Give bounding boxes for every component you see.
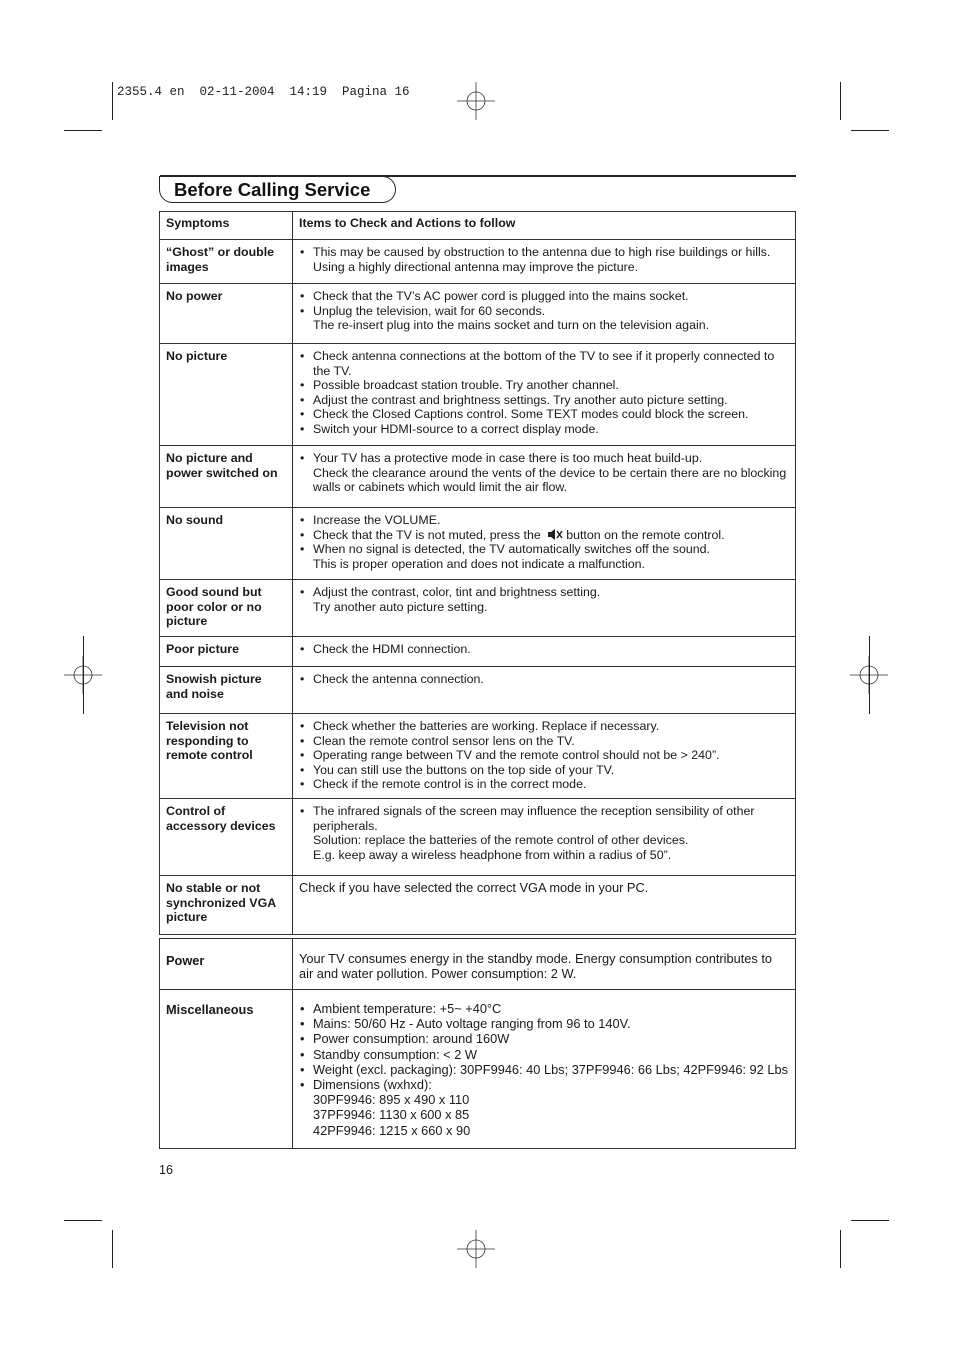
actions-cell: [293, 344, 796, 446]
power-label: Power: [160, 939, 293, 990]
action-item: [313, 763, 789, 778]
action-item: [313, 513, 789, 528]
action-text: The infrared signals of the screen may influence the reception sensibility of other peripherals.: [313, 803, 755, 833]
table-row: [160, 240, 796, 284]
action-list: [299, 585, 789, 614]
actions-cell: [293, 580, 796, 637]
action-text: Check the HDMI connection.: [313, 642, 471, 656]
symptom-cell: Television not responding to remote control: [160, 714, 293, 799]
page-number: 16: [159, 1163, 173, 1177]
table-header-row: [160, 212, 796, 240]
mute-icon: [547, 528, 563, 541]
spec-item: • Standby consumption: < 2 W: [313, 1047, 789, 1062]
crop-mark: [840, 82, 841, 120]
actions-cell: [293, 508, 796, 580]
action-text: When no signal is detected, the TV automatically switches off the sound.: [313, 542, 710, 557]
dimension-item: 37PF9946: 1130 x 600 x 85: [313, 1107, 470, 1123]
spec-item: • Weight (excl. packaging): 30PF9946: 40 Lbs; 37PF9946: 66 Lbs; 42PF9946: 92 Lbs: [313, 1062, 789, 1077]
table-row: [160, 714, 796, 799]
action-list: [299, 642, 789, 657]
crop-mark: [869, 636, 870, 714]
actions-cell: [293, 667, 796, 714]
actions-cell: [293, 284, 796, 344]
action-text: Clean the remote control sensor lens on the TV.: [313, 733, 575, 748]
dimensions-list: [313, 1092, 789, 1138]
symptom-cell: “Ghost” or double images: [160, 240, 293, 284]
registration-mark-icon: [457, 82, 495, 120]
action-item: [313, 245, 789, 274]
action-text: Check that the TV is not muted, press the: [313, 527, 541, 542]
table-row: [160, 580, 796, 637]
print-slug: 2355.4 en 02-11-2004 14:19 Pagina 16: [117, 85, 410, 99]
crop-mark: [83, 636, 84, 714]
crop-mark: [112, 82, 113, 120]
dimension-item: 30PF9946: 895 x 490 x 110: [313, 1092, 470, 1108]
actions-cell: [293, 446, 796, 508]
misc-row: [160, 990, 796, 1149]
power-text: Your TV consumes energy in the standby mode. Energy consumption contributes to air and water pollution. Power consumption: 2 W.: [293, 939, 796, 990]
actions-cell: [293, 798, 796, 875]
action-item: [313, 672, 789, 687]
symptom-cell: No sound: [160, 508, 293, 580]
symptom-cell: No picture and power switched on: [160, 446, 293, 508]
action-list: [299, 245, 789, 274]
registration-mark-icon: [457, 1230, 495, 1268]
action-item: [313, 451, 789, 495]
action-item: [313, 734, 789, 749]
action-continuation: Using a highly directional antenna may improve the picture.: [313, 259, 639, 274]
action-item: [313, 804, 789, 862]
symptom-cell: No stable or not synchronized VGA picture: [160, 875, 293, 934]
action-list: [299, 451, 789, 495]
actions-header: Items to Check and Actions to follow: [293, 212, 796, 240]
actions-cell: [293, 714, 796, 799]
actions-cell: [293, 637, 796, 667]
action-text: Check whether the batteries are working. Replace if necessary.: [313, 719, 660, 733]
action-continuation: This is proper operation and does not indicate a malfunction.: [313, 556, 645, 571]
action-item: [313, 585, 789, 614]
action-text: Check if the remote control is in the correct mode.: [313, 777, 587, 792]
action-text: Possible broadcast station trouble. Try another channel.: [313, 378, 619, 393]
actions-cell: Check if you have selected the correct VGA mode in your PC.: [293, 875, 796, 934]
action-item: [313, 719, 789, 734]
action-text: Check the Closed Captions control. Some TEXT modes could block the screen.: [313, 407, 749, 422]
action-text: Operating range between TV and the remote control should not be > 240”.: [313, 748, 720, 763]
action-text: Your TV has a protective mode in case there is too much heat build-up.: [313, 451, 703, 465]
crop-mark: [112, 1230, 113, 1268]
action-continuation: Check the clearance around the vents of the device to be certain there are no blocking walls or cabinets which would limit the air flow.: [313, 465, 787, 495]
symptom-cell: No power: [160, 284, 293, 344]
action-text: Increase the VOLUME.: [313, 513, 441, 527]
action-item: [313, 642, 789, 657]
table-row: [160, 446, 796, 508]
symptoms-header: Symptoms: [160, 212, 293, 240]
action-item: [313, 304, 789, 333]
misc-cell: [293, 990, 796, 1149]
action-text-after-icon: button on the remote control.: [566, 527, 725, 542]
action-text: Unplug the television, wait for 60 seconds.: [313, 303, 546, 318]
action-text: Check that the TV’s AC power cord is plugged into the mains socket.: [313, 289, 689, 303]
action-item: [313, 542, 789, 571]
table-row: [160, 637, 796, 667]
symptom-cell: Control of accessory devices: [160, 798, 293, 875]
action-list: [299, 719, 789, 792]
symptom-cell: No picture: [160, 344, 293, 446]
misc-label: Miscellaneous: [160, 990, 293, 1149]
troubleshooting-table: [159, 211, 796, 935]
table-row: [160, 344, 796, 446]
spec-item: • Power consumption: around 160W: [313, 1031, 789, 1046]
crop-mark: [64, 130, 102, 131]
action-item: [313, 422, 789, 437]
table-row: [160, 667, 796, 714]
action-item: [313, 407, 789, 422]
table-row: [160, 508, 796, 580]
power-row: [160, 939, 796, 990]
action-text: You can still use the buttons on the top side of your TV.: [313, 762, 615, 777]
crop-mark: [851, 130, 889, 131]
action-text: This may be caused by obstruction to the antenna due to high rise buildings or hills.: [313, 245, 771, 259]
table-row: [160, 875, 796, 934]
action-item: [313, 748, 789, 763]
action-item: [313, 289, 789, 304]
action-continuation: Solution: replace the batteries of the remote control of other devices.: [313, 833, 689, 848]
action-list: [299, 349, 789, 437]
symptom-cell: Poor picture: [160, 637, 293, 667]
specifications-table: [159, 938, 796, 1149]
action-list: [299, 513, 789, 571]
actions-cell: [293, 240, 796, 284]
table-row: [160, 798, 796, 875]
action-continuation: Try another auto picture setting.: [313, 599, 488, 614]
crop-mark: [840, 1230, 841, 1268]
action-list: [299, 672, 789, 687]
action-list: [299, 289, 789, 333]
action-continuation: E.g. keep away a wireless headphone from within a radius of 50”.: [313, 847, 672, 862]
misc-list: [299, 1001, 789, 1138]
action-text: Check antenna connections at the bottom of the TV to see if it properly connected to the TV.: [313, 349, 775, 378]
action-text: Adjust the contrast and brightness settings. Try another auto picture setting.: [313, 392, 728, 407]
spec-item: • Mains: 50/60 Hz - Auto voltage ranging from 96 to 140V.: [313, 1016, 789, 1031]
action-item: [313, 378, 789, 393]
dimension-item: 42PF9946: 1215 x 660 x 90: [313, 1122, 471, 1138]
action-list: [299, 804, 789, 862]
spec-item: • Ambient temperature: +5~ +40°C: [313, 1001, 789, 1016]
action-text: Switch your HDMI-source to a correct display mode.: [313, 421, 599, 436]
crop-mark: [64, 1220, 102, 1221]
action-continuation: The re-insert plug into the mains socket and turn on the television again.: [313, 318, 710, 333]
spec-item: • Dimensions (wxhxd):: [313, 1077, 789, 1092]
symptom-cell: Good sound but poor color or no picture: [160, 580, 293, 637]
table-row: [160, 284, 796, 344]
action-item: [313, 349, 789, 378]
action-item: [313, 528, 789, 543]
page-title: Before Calling Service: [174, 179, 371, 200]
symptom-cell: Snowish picture and noise: [160, 667, 293, 714]
action-item: [313, 777, 789, 792]
crop-mark: [851, 1220, 889, 1221]
action-item: [313, 393, 789, 408]
action-text: Adjust the contrast, color, tint and brightness setting.: [313, 585, 601, 599]
action-text: Check the antenna connection.: [313, 672, 484, 686]
